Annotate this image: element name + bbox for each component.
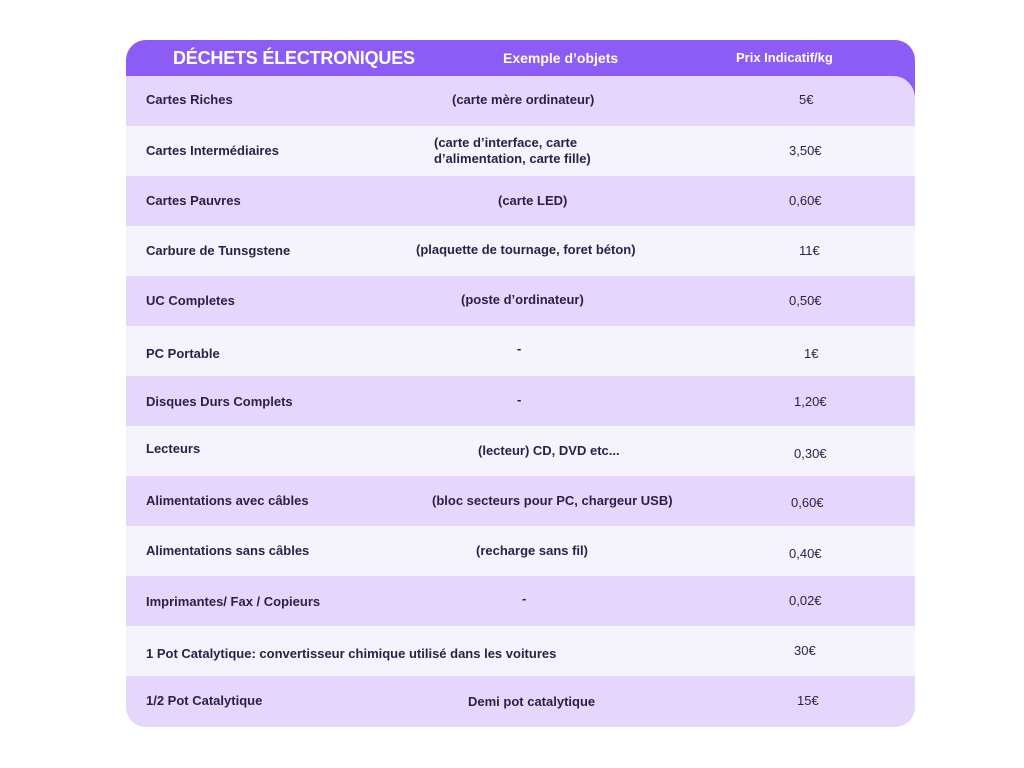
row-example: - xyxy=(517,392,522,407)
row-example: (plaquette de tournage, foret béton) xyxy=(416,242,636,257)
header-waste-type: DÉCHETS ÉLECTRONIQUES xyxy=(173,48,415,68)
row-example: - xyxy=(522,591,527,606)
row-name: Carbure de Tunsgstene xyxy=(146,243,291,258)
row-name: Alimentations sans câbles xyxy=(146,543,310,558)
row-price: 0,50€ xyxy=(789,293,822,308)
table-row xyxy=(126,626,915,676)
table-row xyxy=(126,376,915,426)
row-name: UC Completes xyxy=(146,293,235,308)
row-example: - xyxy=(517,341,522,356)
row-example: Demi pot catalytique xyxy=(468,694,596,709)
row-price: 11€ xyxy=(799,243,820,258)
row-price: 0,30€ xyxy=(794,446,827,461)
table-row xyxy=(126,426,915,476)
row-name: PC Portable xyxy=(146,346,220,361)
row-price: 1,20€ xyxy=(794,394,827,409)
table-row xyxy=(126,176,915,226)
row-example: (lecteur) CD, DVD etc... xyxy=(478,443,620,458)
row-example-line2: d’alimentation, carte fille) xyxy=(434,151,591,166)
row-price: 0,60€ xyxy=(791,495,824,510)
row-name: Cartes Pauvres xyxy=(146,193,241,208)
row-price: 1€ xyxy=(804,346,819,361)
row-name: 1/2 Pot Catalytique xyxy=(146,693,263,708)
table-row xyxy=(126,276,915,326)
table-row xyxy=(126,226,915,276)
row-example xyxy=(434,135,591,167)
row-name: Alimentations avec câbles xyxy=(146,493,309,508)
row-name: Disques Durs Complets xyxy=(146,394,293,409)
row-price: 0,40€ xyxy=(789,546,822,561)
table-row xyxy=(126,676,915,727)
row-example: (carte mère ordinateur) xyxy=(452,92,595,107)
row-price: 0,60€ xyxy=(789,193,822,208)
row-example: (poste d’ordinateur) xyxy=(461,292,584,307)
row-name: Lecteurs xyxy=(146,441,201,456)
table-row xyxy=(126,126,915,176)
row-name: Cartes Intermédiaires xyxy=(146,143,279,158)
table-row xyxy=(126,576,915,626)
table-row xyxy=(126,76,915,126)
row-example: (carte LED) xyxy=(498,193,568,208)
row-price: 30€ xyxy=(794,643,816,658)
row-name: Imprimantes/ Fax / Copieurs xyxy=(146,594,321,609)
row-price: 5€ xyxy=(799,92,814,107)
header-examples: Exemple d’objets xyxy=(503,50,619,66)
row-price: 0,02€ xyxy=(789,593,822,608)
table-body xyxy=(126,76,915,727)
waste-price-table xyxy=(126,40,915,727)
table-row xyxy=(126,326,915,376)
row-price: 3,50€ xyxy=(789,143,822,158)
row-name: 1 Pot Catalytique: convertisseur chimique utilisé dans les voitures xyxy=(146,646,557,661)
row-example-line1: (carte d’interface, carte xyxy=(434,135,578,150)
table-row xyxy=(126,476,915,526)
row-price: 15€ xyxy=(797,693,819,708)
row-example: (recharge sans fil) xyxy=(476,543,588,558)
header-price: Prix Indicatif/kg xyxy=(736,50,833,65)
row-example: (bloc secteurs pour PC, chargeur USB) xyxy=(432,493,673,508)
row-name: Cartes Riches xyxy=(146,92,233,107)
table-row xyxy=(126,526,915,576)
